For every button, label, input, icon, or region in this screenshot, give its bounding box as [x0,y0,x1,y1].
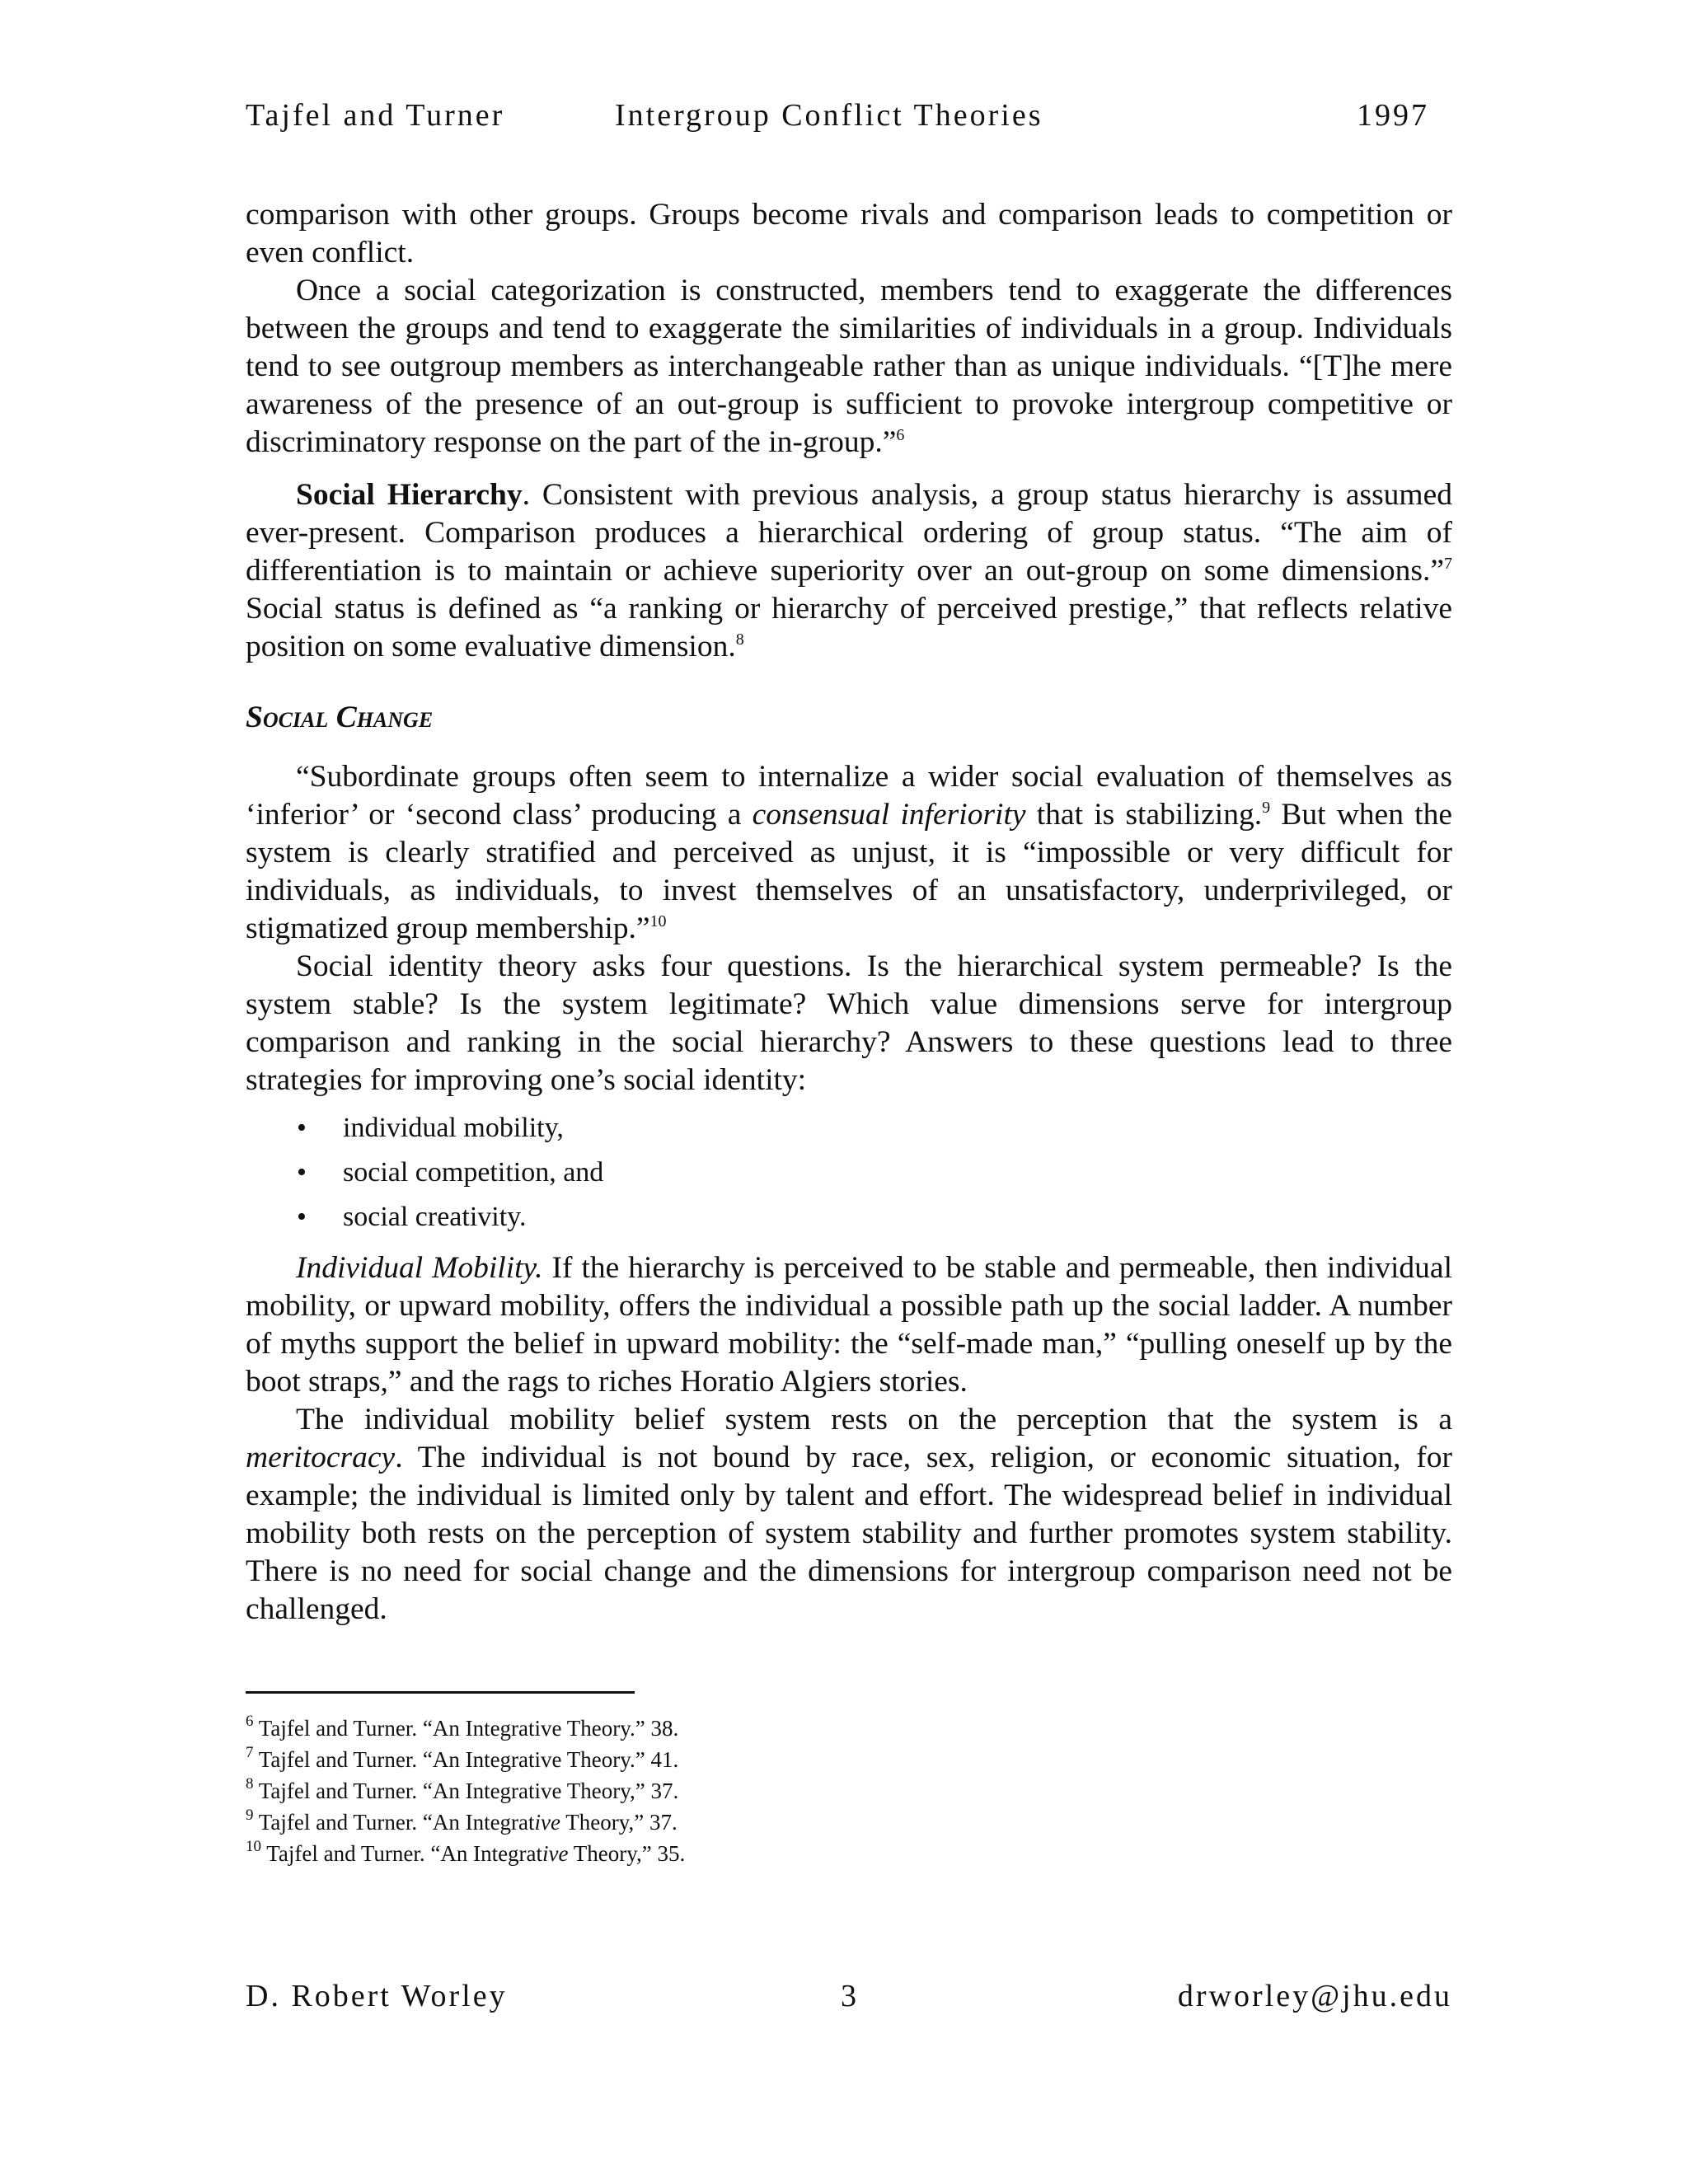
paragraph: Social identity theory asks four questions. Is the hierarchical system permeable? Is the system stable? Is the system legitimate? Which value dimensions serve for intergroup comparison and ranking in the social hierarchy? Answers to these questions lead to three strategies for improving one’s social identity: [246,949,1452,1097]
footnote-ref[interactable]: 7 [1444,555,1452,573]
footnote-ref[interactable]: 8 [735,630,744,649]
list-item: • social creativity. [246,1195,1452,1240]
paragraph-individual-mobility: Individual Mobility. If the hierarchy is perceived to be stable and permeable, then individual mobility, or upward mobility, offers the individual a possible path up the social ladder. A number of myths support the belief in upward mobility: the “self-made man,” “pulling oneself up by the boot straps,” and the rags to riches Horatio Algiers stories. [246,1251,1452,1399]
header-year: 1997 [1357,98,1429,133]
page-body [246,196,1452,1629]
footer-email[interactable]: drworley@jhu.edu [1177,1979,1452,2013]
footnote: $^6$ Tajfel and Turner. “An Integrative Theory.” 38. [246,1713,679,1741]
footnote: $^8$ Tajfel and Turner. “An Integrative Theory,” 37. [246,1775,679,1803]
paragraph-social-hierarchy: Social Hierarchy. Consistent with previous analysis, a group status hierarchy is assumed ever-present. Comparison produces a hierarchical ordering of group status. “The aim of differentiation is to maintain or achieve superiority over an out-group on some dimensions.”$^7$ Social status is defined as “a ranking or hierarchy of perceived prestige,” that reflects relative position on some evaluative dimension.$^8$ [246,478,1452,663]
list-item: • social competition, and [246,1151,1452,1195]
footnote-divider [246,1691,635,1694]
paragraph: Once a social categorization is constructed, members tend to exaggerate the differences between the groups and tend to exaggerate the similarities of individuals in a group. Individuals tend to see outgroup members as interchangeable rather than as unique individuals. “[T]he mere awareness of the presence of an out-group is sufficient to provoke intergroup competitive or discriminatory response on the part of the in-group.”$^6$ [246,274,1452,459]
footer-author: D. Robert Worley [246,1979,508,2013]
footnote-ref[interactable]: 6 [896,426,905,444]
section-heading: Social Change [246,701,434,734]
paragraph: The individual mobility belief system rests on the perception that the system is a meritocracy. The individual is not bound by race, sex, religion, or economic situation, for example; the individual is limited only by talent and effort. The widespread belief in individual mobility both rests on the perception of system stability and further promotes system stability. There is no need for social change and the dimensions for intergroup comparison need not be challenged. [246,1403,1452,1626]
footnote: $^9$ Tajfel and Turner. “An Integrative Theory,” 37. [246,1807,678,1835]
footnote: $^7$ Tajfel and Turner. “An Integrative Theory.” 41. [246,1744,679,1772]
run-in-heading: Individual Mobility. [296,1251,543,1285]
footnotes [246,1713,1235,1869]
bullet-icon: • [297,1202,307,1232]
header-title: Intergroup Conflict Theories [615,98,1043,133]
header-authors: Tajfel and Turner [246,98,505,133]
page-header [246,97,1452,138]
footnote: $^{10}$ Tajfel and Turner. “An Integrative Theory,” 35. [246,1838,686,1866]
bullet-icon: • [297,1157,307,1188]
paragraph: “Subordinate groups often seem to internalize a wider social evaluation of themselves as ‘inferior’ or ‘second class’ producing a consensual inferiority that is stabilizing.$^9$ But when the system is clearly stratified and perceived as unjust, it is “impossible or very difficult for individuals, as individuals, to invest themselves of an unsatisfactory, underprivileged, or stigmatized group membership.”$^{10}$ [246,760,1452,945]
run-in-heading: Social Hierarchy [296,478,523,512]
paragraph: comparison with other groups. Groups become rivals and comparison leads to competition or even conflict. [246,198,1452,269]
page-number: 3 [841,1979,859,2013]
footnote-ref[interactable]: 9 [1262,799,1271,817]
page-footer [246,1978,1452,2019]
bullet-list [246,1106,1452,1240]
list-item: • individual mobility, [246,1106,1452,1151]
bullet-icon: • [297,1113,307,1143]
footnote-ref[interactable]: 10 [649,912,667,930]
